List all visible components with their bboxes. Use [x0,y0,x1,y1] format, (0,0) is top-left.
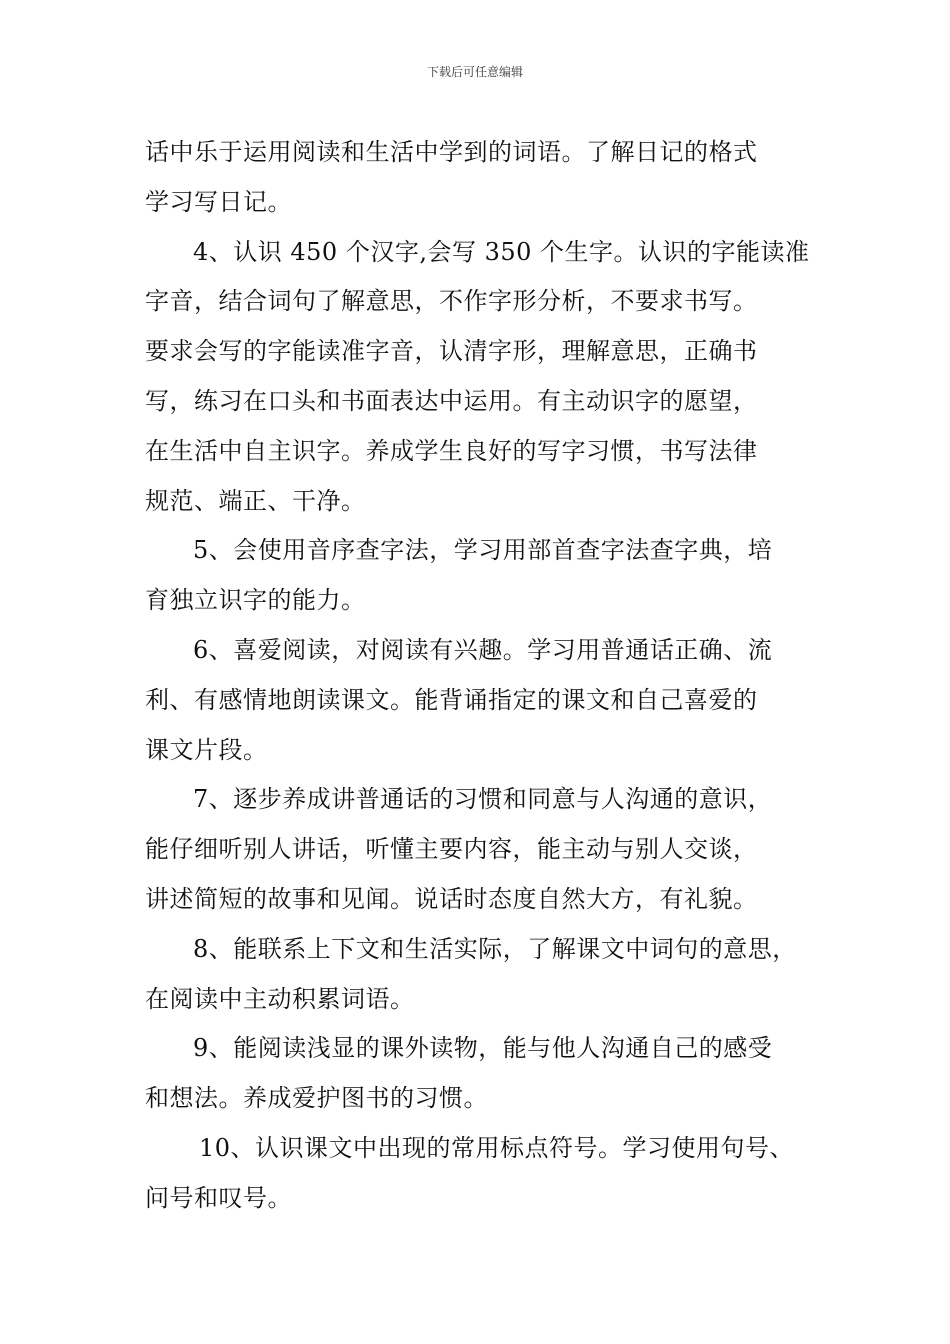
text-line: 在生活中自主识字。养成学生良好的写字习惯，书写法律 [145,436,758,465]
text-line: 写，练习在口头和书面表达中运用。有主动识字的愿望， [145,386,758,415]
page-header: 下载后可任意编辑 [426,65,523,79]
list-item-9: 9、能阅读浅显的课外读物，能与他人沟通自己的感受 [193,1034,773,1063]
text-line: 利、有感情地朗读课文。能背诵指定的课文和自己喜爱的 [145,685,758,714]
text-line: 和想法。养成爱护图书的习惯。 [145,1084,488,1113]
text-line: 能仔细听别人讲话，听懂主要内容，能主动与别人交谈， [145,835,758,864]
text-line: 学习写日记。 [145,187,292,216]
text-line: 字音，结合词句了解意思，不作字形分析，不要求书写。 [145,287,758,316]
text-line: 要求会写的字能读准字音，认清字形，理解意思，正确书 [145,337,758,366]
list-item-7: 7、逐步养成讲普通话的习惯和同意与人沟通的意识， [193,785,773,814]
text-line: 话中乐于运用阅读和生活中学到的词语。了解日记的格式 [145,138,758,166]
list-item-4: 4、认识 450 个汉字,会写 350 个生字。认识的字能读准 [193,237,810,266]
list-item-10: 10、认识课文中出现的常用标点符号。学习使用句号、 [199,1133,795,1162]
text-line: 规范、端正、干净。 [145,486,366,515]
text-line: 讲述简短的故事和见闻。说话时态度自然大方，有礼貌。 [145,884,758,913]
list-item-6: 6、喜爱阅读，对阅读有兴趣。学习用普通话正确、流 [193,635,773,664]
list-item-5: 5、会使用音序查字法，学习用部首查字法查字典，培 [193,536,773,565]
text-line: 课文片段。 [145,735,268,764]
document-body [145,128,815,1224]
text-line: 在阅读中主动积累词语。 [145,984,415,1013]
text-line: 育独立识字的能力。 [145,586,366,615]
list-item-8: 8、能联系上下文和生活实际，了解课文中词句的意思， [193,934,797,963]
text-line: 问号和叹号。 [145,1183,292,1212]
